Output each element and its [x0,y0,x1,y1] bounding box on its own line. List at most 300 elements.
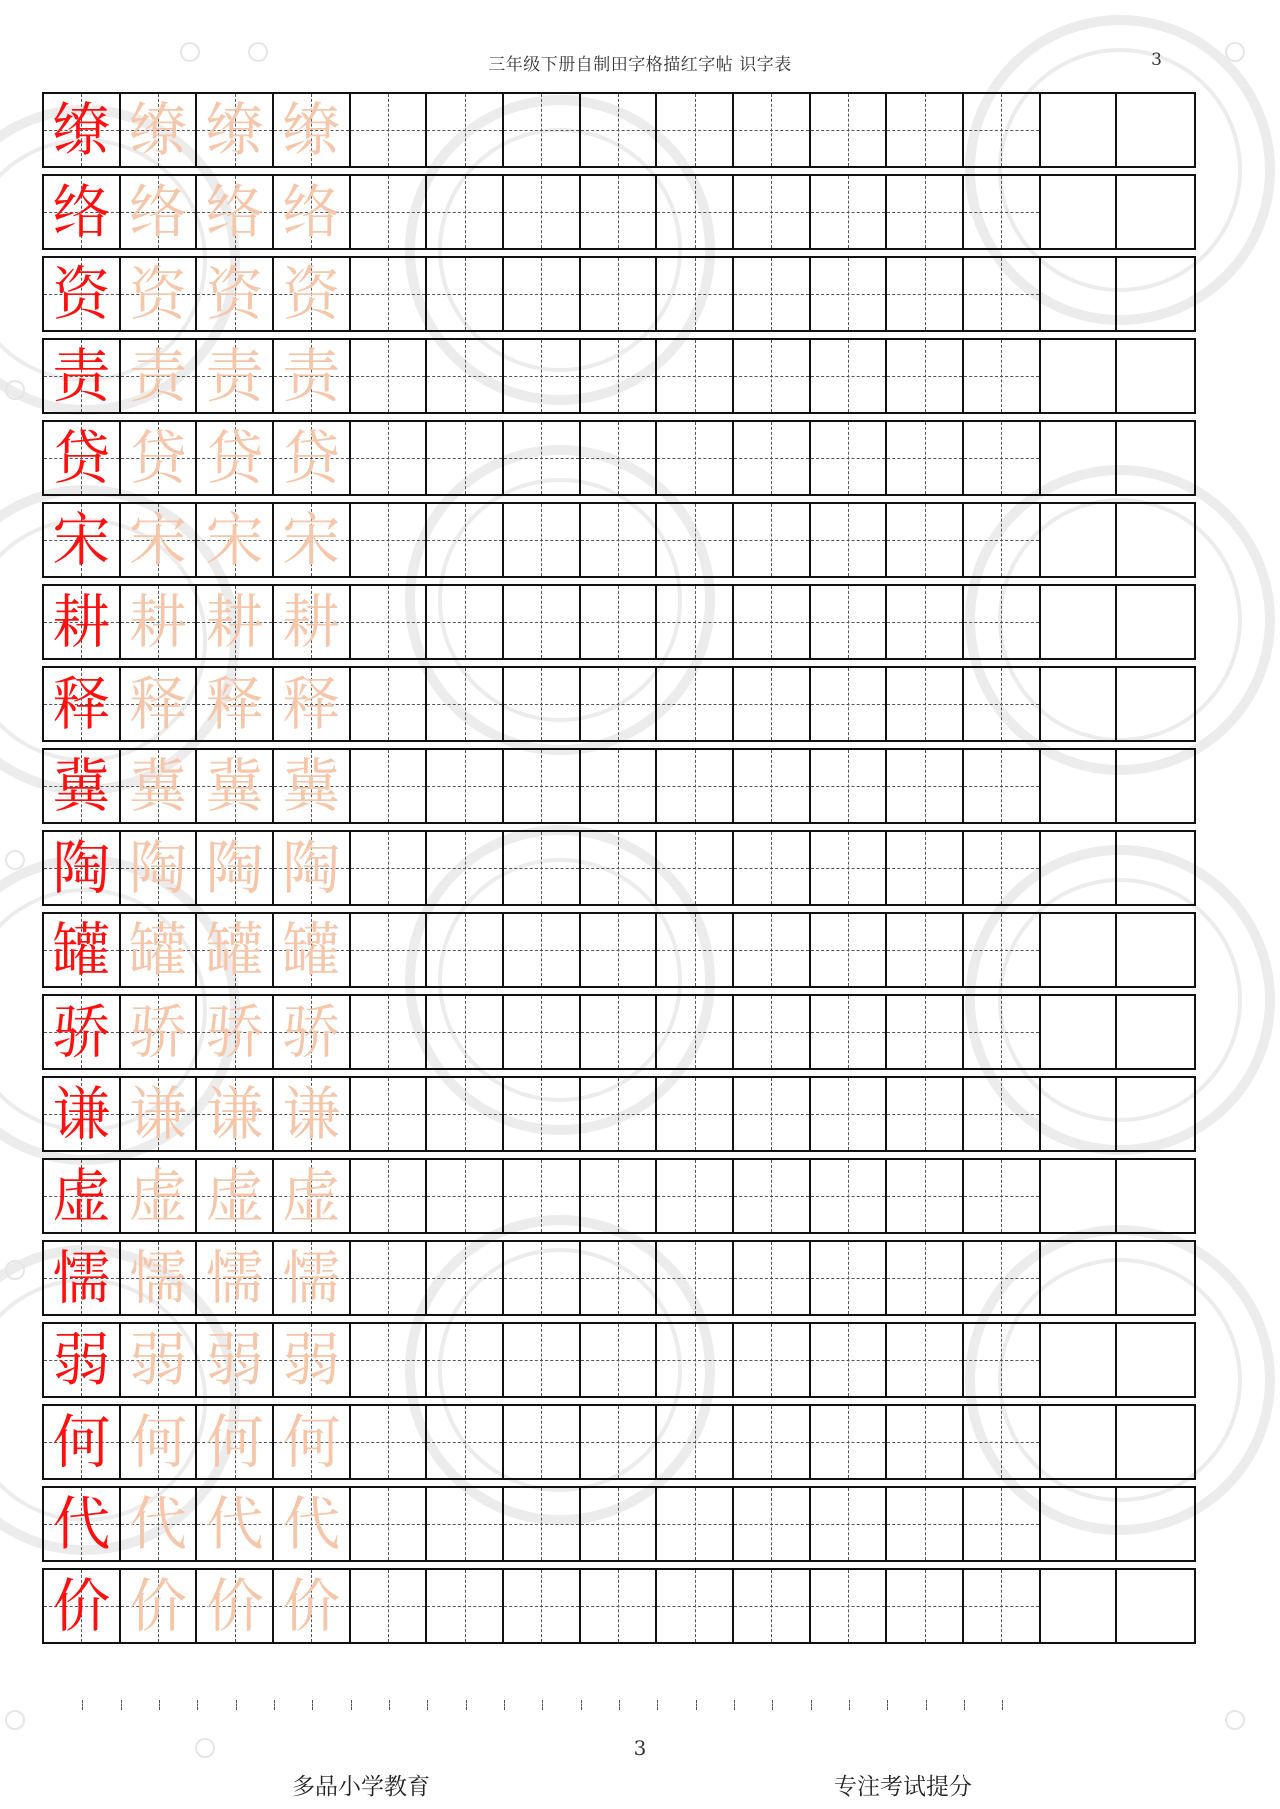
tian-grid-cell[interactable] [811,996,888,1068]
tian-grid-cell[interactable] [734,258,811,330]
tian-grid-cell[interactable] [581,1570,658,1642]
tian-grid-cell[interactable] [197,668,274,740]
tian-grid-cell[interactable] [734,1242,811,1314]
tian-grid-cell[interactable] [427,504,504,576]
tian-grid-cell[interactable] [121,750,198,822]
blank-writing-cell[interactable] [1041,668,1118,740]
tian-grid-cell[interactable] [657,668,734,740]
tian-grid-cell[interactable] [274,94,351,166]
tian-grid-cell[interactable] [581,504,658,576]
tian-grid-cell[interactable] [197,1324,274,1396]
blank-writing-cell[interactable] [1041,422,1118,494]
tian-grid-cell[interactable] [581,422,658,494]
blank-writing-cell[interactable] [1041,94,1118,166]
tian-grid-cell[interactable] [197,996,274,1068]
tian-grid-cell[interactable] [887,1160,964,1232]
tian-grid-cell[interactable] [964,1078,1041,1150]
tian-grid-cell[interactable] [734,996,811,1068]
tian-grid-cell[interactable] [811,176,888,248]
tian-grid-cell[interactable] [274,1160,351,1232]
tian-grid-cell[interactable] [121,176,198,248]
tian-grid-cell[interactable] [121,914,198,986]
grid-guide-vertical [541,586,542,658]
tian-grid-cell[interactable] [657,176,734,248]
tian-grid-cell[interactable] [734,1160,811,1232]
tian-grid-cell[interactable] [44,832,121,904]
tian-grid-cell[interactable] [887,586,964,658]
tian-grid-cell[interactable] [581,832,658,904]
grid-guide-vertical [771,914,772,986]
tian-grid-cell[interactable] [887,1242,964,1314]
tian-grid-cell[interactable] [351,1488,428,1560]
tian-grid-cell[interactable] [44,668,121,740]
blank-writing-cell[interactable] [1117,1406,1194,1478]
tian-grid-cell[interactable] [811,1488,888,1560]
grid-guide-vertical [618,996,619,1068]
tian-grid-cell[interactable] [734,1324,811,1396]
tian-grid-cell[interactable] [427,668,504,740]
tian-grid-cell[interactable] [274,750,351,822]
tian-grid-cell[interactable] [504,832,581,904]
tian-grid-cell[interactable] [581,1242,658,1314]
blank-writing-cell[interactable] [1041,340,1118,412]
tian-grid-cell[interactable] [811,422,888,494]
tian-grid-cell[interactable] [964,914,1041,986]
tian-grid-cell[interactable] [811,1078,888,1150]
tian-grid-cell[interactable] [427,1242,504,1314]
tian-grid-cell[interactable] [427,1406,504,1478]
tian-grid-cell[interactable] [504,1488,581,1560]
tian-grid-cell[interactable] [964,1242,1041,1314]
tian-grid-cell[interactable] [197,94,274,166]
tian-grid-cell[interactable] [581,340,658,412]
tian-grid-cell[interactable] [351,1324,428,1396]
blank-writing-cell[interactable] [1117,1242,1194,1314]
tian-grid-cell[interactable] [887,1324,964,1396]
tian-grid-cell[interactable] [657,832,734,904]
header-page-number: 3 [1151,50,1162,70]
blank-writing-cell[interactable] [1117,1570,1194,1642]
tian-grid-cell[interactable] [44,1488,121,1560]
tian-grid-cell[interactable] [44,586,121,658]
tian-grid-cell[interactable] [427,1324,504,1396]
tian-grid-cell[interactable] [197,340,274,412]
blank-writing-cell[interactable] [1117,996,1194,1068]
tian-grid-cell[interactable] [121,668,198,740]
tian-grid-cell[interactable] [274,1324,351,1396]
tian-grid-cell[interactable] [657,422,734,494]
tian-grid-cell[interactable] [657,914,734,986]
tian-grid-cell[interactable] [274,1078,351,1150]
blank-writing-cell[interactable] [1041,258,1118,330]
tian-grid-cell[interactable] [887,832,964,904]
tian-grid-cell[interactable] [351,176,428,248]
blank-writing-cell[interactable] [1041,1570,1118,1642]
trace-character: 代 [282,1490,341,1558]
tian-grid-cell[interactable] [274,832,351,904]
tian-grid-cell[interactable] [351,1160,428,1232]
tian-grid-cell[interactable] [504,586,581,658]
tian-grid-cell[interactable] [811,258,888,330]
tian-grid-cell[interactable] [964,1160,1041,1232]
tian-grid-cell[interactable] [44,94,121,166]
tian-grid-cell[interactable] [121,1324,198,1396]
tian-grid-cell[interactable] [121,1488,198,1560]
tian-grid-cell[interactable] [121,586,198,658]
tian-grid-cell[interactable] [121,1570,198,1642]
tian-grid-cell[interactable] [887,340,964,412]
tian-grid-cell[interactable] [964,1324,1041,1396]
blank-writing-cell[interactable] [1117,340,1194,412]
tian-grid-cell[interactable] [657,94,734,166]
tian-grid-cell[interactable] [44,422,121,494]
tian-grid-cell[interactable] [581,176,658,248]
tian-grid-cell[interactable] [734,1570,811,1642]
tian-grid-cell[interactable] [504,914,581,986]
tian-grid-cell[interactable] [504,996,581,1068]
tian-grid-cell[interactable] [197,832,274,904]
blank-writing-cell[interactable] [1117,1078,1194,1150]
tian-grid-cell[interactable] [964,422,1041,494]
tian-grid-cell[interactable] [811,1570,888,1642]
tian-grid-cell[interactable] [581,1324,658,1396]
grid-guide-vertical [695,1324,696,1396]
tian-grid-cell[interactable] [657,1242,734,1314]
tian-grid-cell[interactable] [197,1488,274,1560]
tian-grid-cell[interactable] [811,1406,888,1478]
tian-grid-cell[interactable] [657,1160,734,1232]
tian-grid-cell[interactable] [734,1078,811,1150]
tian-grid-cell[interactable] [351,914,428,986]
tian-grid-cell[interactable] [351,504,428,576]
tian-grid-cell[interactable] [121,258,198,330]
tian-grid-cell[interactable] [887,1570,964,1642]
tian-grid-cell[interactable] [581,258,658,330]
tian-grid-cell[interactable] [887,1078,964,1150]
tian-grid-cell[interactable] [44,340,121,412]
tian-grid-cell[interactable] [427,422,504,494]
tian-grid-cell[interactable] [887,996,964,1068]
tian-grid-cell[interactable] [197,750,274,822]
tian-grid-cell[interactable] [197,258,274,330]
blank-writing-cell[interactable] [1117,94,1194,166]
tian-grid-cell[interactable] [657,340,734,412]
blank-writing-cell[interactable] [1041,1324,1118,1396]
tian-grid-cell[interactable] [427,1078,504,1150]
tian-grid-cell[interactable] [734,586,811,658]
tian-grid-cell[interactable] [197,914,274,986]
tian-grid-cell[interactable] [964,340,1041,412]
tian-grid-cell[interactable] [657,1406,734,1478]
tian-grid-cell[interactable] [44,1324,121,1396]
blank-writing-cell[interactable] [1041,996,1118,1068]
blank-writing-cell[interactable] [1041,1242,1118,1314]
tian-grid-cell[interactable] [504,176,581,248]
tian-grid-cell[interactable] [504,668,581,740]
tian-grid-cell[interactable] [197,1242,274,1314]
tian-grid-cell[interactable] [427,176,504,248]
tian-grid-cell[interactable] [274,1406,351,1478]
tian-grid-cell[interactable] [197,1570,274,1642]
tian-grid-cell[interactable] [351,1406,428,1478]
tian-grid-cell[interactable] [581,586,658,658]
tian-grid-cell[interactable] [427,340,504,412]
tian-grid-cell[interactable] [964,176,1041,248]
tian-grid-cell[interactable] [197,504,274,576]
tian-grid-cell[interactable] [964,832,1041,904]
tian-grid-cell[interactable] [657,258,734,330]
tian-grid-cell[interactable] [657,996,734,1068]
blank-writing-cell[interactable] [1117,176,1194,248]
tian-grid-cell[interactable] [121,340,198,412]
guide-tick [734,1700,735,1710]
tian-grid-cell[interactable] [811,750,888,822]
tian-grid-cell[interactable] [811,504,888,576]
tian-grid-cell[interactable] [427,94,504,166]
blank-writing-cell[interactable] [1117,1324,1194,1396]
guide-tick [772,1700,773,1710]
tian-grid-cell[interactable] [121,996,198,1068]
tian-grid-cell[interactable] [657,1078,734,1150]
tian-grid-cell[interactable] [121,1078,198,1150]
tian-grid-cell[interactable] [351,586,428,658]
tian-grid-cell[interactable] [427,832,504,904]
tian-grid-cell[interactable] [274,422,351,494]
tian-grid-cell[interactable] [504,258,581,330]
tian-grid-cell[interactable] [274,668,351,740]
blank-writing-cell[interactable] [1117,750,1194,822]
grid-guide-vertical [465,1242,466,1314]
tian-grid-cell[interactable] [657,586,734,658]
tian-grid-cell[interactable] [581,996,658,1068]
tian-grid-cell[interactable] [964,258,1041,330]
blank-writing-cell[interactable] [1041,750,1118,822]
tian-grid-cell[interactable] [427,1488,504,1560]
tian-grid-cell[interactable] [964,1488,1041,1560]
tian-grid-cell[interactable] [44,176,121,248]
tian-grid-cell[interactable] [964,586,1041,658]
tian-grid-cell[interactable] [351,996,428,1068]
tian-grid-cell[interactable] [581,914,658,986]
tian-grid-cell[interactable] [811,914,888,986]
grid-guide-vertical [541,1324,542,1396]
tian-grid-cell[interactable] [274,340,351,412]
blank-writing-cell[interactable] [1117,914,1194,986]
tian-grid-cell[interactable] [887,504,964,576]
blank-writing-cell[interactable] [1117,668,1194,740]
watermark-dot [6,381,24,399]
tian-grid-cell[interactable] [734,1406,811,1478]
tian-grid-cell[interactable] [964,504,1041,576]
tian-grid-cell[interactable] [121,1406,198,1478]
tian-grid-cell[interactable] [811,832,888,904]
tian-grid-cell[interactable] [811,668,888,740]
tian-grid-cell[interactable] [581,1160,658,1232]
blank-writing-cell[interactable] [1041,1406,1118,1478]
tian-grid-cell[interactable] [887,258,964,330]
tian-grid-cell[interactable] [504,1570,581,1642]
tian-grid-cell[interactable] [274,504,351,576]
tian-grid-cell[interactable] [504,1324,581,1396]
tian-grid-cell[interactable] [657,1488,734,1560]
trace-character: 络 [128,178,187,246]
tian-grid-cell[interactable] [44,1242,121,1314]
grid-guide-vertical [1001,914,1002,986]
tian-grid-cell[interactable] [734,94,811,166]
tian-grid-cell[interactable] [811,94,888,166]
tian-grid-cell[interactable] [887,914,964,986]
tian-grid-cell[interactable] [121,832,198,904]
tian-grid-cell[interactable] [657,1570,734,1642]
tian-grid-cell[interactable] [427,996,504,1068]
tian-grid-cell[interactable] [734,504,811,576]
tian-grid-cell[interactable] [811,1242,888,1314]
tian-grid-cell[interactable] [274,176,351,248]
tian-grid-cell[interactable] [351,1570,428,1642]
tian-grid-cell[interactable] [274,914,351,986]
tian-grid-cell[interactable] [581,668,658,740]
tian-grid-cell[interactable] [351,832,428,904]
tian-grid-cell[interactable] [734,340,811,412]
blank-writing-cell[interactable] [1117,258,1194,330]
tian-grid-cell[interactable] [351,1078,428,1150]
tian-grid-cell[interactable] [427,258,504,330]
tian-grid-cell[interactable] [427,1160,504,1232]
tian-grid-cell[interactable] [504,1078,581,1150]
blank-writing-cell[interactable] [1117,422,1194,494]
blank-writing-cell[interactable] [1041,586,1118,658]
tian-grid-cell[interactable] [964,1570,1041,1642]
tian-grid-cell[interactable] [657,750,734,822]
tian-grid-cell[interactable] [427,586,504,658]
tian-grid-cell[interactable] [504,422,581,494]
tian-grid-cell[interactable] [274,1242,351,1314]
tian-grid-cell[interactable] [197,422,274,494]
blank-writing-cell[interactable] [1117,832,1194,904]
tian-grid-cell[interactable] [734,914,811,986]
practice-row [42,502,1196,578]
tian-grid-cell[interactable] [44,1570,121,1642]
blank-writing-cell[interactable] [1041,1488,1118,1560]
tian-grid-cell[interactable] [964,1406,1041,1478]
tian-grid-cell[interactable] [734,832,811,904]
blank-writing-cell[interactable] [1041,1160,1118,1232]
tian-grid-cell[interactable] [734,1488,811,1560]
blank-writing-cell[interactable] [1041,914,1118,986]
tian-grid-cell[interactable] [581,1406,658,1478]
blank-writing-cell[interactable] [1117,586,1194,658]
tian-grid-cell[interactable] [44,750,121,822]
tian-grid-cell[interactable] [427,750,504,822]
tian-grid-cell[interactable] [811,340,888,412]
tian-grid-cell[interactable] [44,1160,121,1232]
tian-grid-cell[interactable] [121,94,198,166]
blank-writing-cell[interactable] [1117,1160,1194,1232]
tian-grid-cell[interactable] [504,1406,581,1478]
tian-grid-cell[interactable] [197,1078,274,1150]
model-character: 虚 [52,1162,111,1230]
tian-grid-cell[interactable] [44,504,121,576]
tian-grid-cell[interactable] [964,94,1041,166]
tian-grid-cell[interactable] [427,914,504,986]
tian-grid-cell[interactable] [581,1078,658,1150]
tian-grid-cell[interactable] [887,94,964,166]
blank-writing-cell[interactable] [1117,1488,1194,1560]
tian-grid-cell[interactable] [274,1488,351,1560]
tian-grid-cell[interactable] [427,1570,504,1642]
tian-grid-cell[interactable] [274,258,351,330]
tian-grid-cell[interactable] [734,422,811,494]
tian-grid-cell[interactable] [274,996,351,1068]
tian-grid-cell[interactable] [504,1160,581,1232]
tian-grid-cell[interactable] [121,504,198,576]
tian-grid-cell[interactable] [887,176,964,248]
tian-grid-cell[interactable] [351,94,428,166]
tian-grid-cell[interactable] [351,750,428,822]
tian-grid-cell[interactable] [44,996,121,1068]
tian-grid-cell[interactable] [121,1242,198,1314]
tian-grid-cell[interactable] [121,422,198,494]
tian-grid-cell[interactable] [734,750,811,822]
tian-grid-cell[interactable] [504,750,581,822]
tian-grid-cell[interactable] [887,422,964,494]
tian-grid-cell[interactable] [197,586,274,658]
tian-grid-cell[interactable] [887,1406,964,1478]
tian-grid-cell[interactable] [44,1078,121,1150]
tian-grid-cell[interactable] [504,1242,581,1314]
tian-grid-cell[interactable] [121,1160,198,1232]
tian-grid-cell[interactable] [581,94,658,166]
tian-grid-cell[interactable] [581,1488,658,1560]
tian-grid-cell[interactable] [274,586,351,658]
tian-grid-cell[interactable] [197,176,274,248]
blank-writing-cell[interactable] [1041,832,1118,904]
tian-grid-cell[interactable] [964,750,1041,822]
tian-grid-cell[interactable] [964,996,1041,1068]
tian-grid-cell[interactable] [504,340,581,412]
tian-grid-cell[interactable] [811,1324,888,1396]
tian-grid-cell[interactable] [274,1570,351,1642]
tian-grid-cell[interactable] [964,668,1041,740]
tian-grid-cell[interactable] [887,750,964,822]
tian-grid-cell[interactable] [351,258,428,330]
tian-grid-cell[interactable] [44,1406,121,1478]
tian-grid-cell[interactable] [657,504,734,576]
tian-grid-cell[interactable] [44,914,121,986]
tian-grid-cell[interactable] [581,750,658,822]
tian-grid-cell[interactable] [351,668,428,740]
tian-grid-cell[interactable] [351,422,428,494]
tian-grid-cell[interactable] [44,258,121,330]
tian-grid-cell[interactable] [504,94,581,166]
blank-writing-cell[interactable] [1117,504,1194,576]
tian-grid-cell[interactable] [197,1406,274,1478]
blank-writing-cell[interactable] [1041,1078,1118,1150]
tian-grid-cell[interactable] [887,668,964,740]
tian-grid-cell[interactable] [811,1160,888,1232]
blank-writing-cell[interactable] [1041,176,1118,248]
tian-grid-cell[interactable] [351,340,428,412]
tian-grid-cell[interactable] [734,668,811,740]
tian-grid-cell[interactable] [887,1488,964,1560]
tian-grid-cell[interactable] [657,1324,734,1396]
tian-grid-cell[interactable] [351,1242,428,1314]
tian-grid-cell[interactable] [811,586,888,658]
blank-writing-cell[interactable] [1041,504,1118,576]
tian-grid-cell[interactable] [504,504,581,576]
tian-grid-cell[interactable] [734,176,811,248]
tian-grid-cell[interactable] [197,1160,274,1232]
